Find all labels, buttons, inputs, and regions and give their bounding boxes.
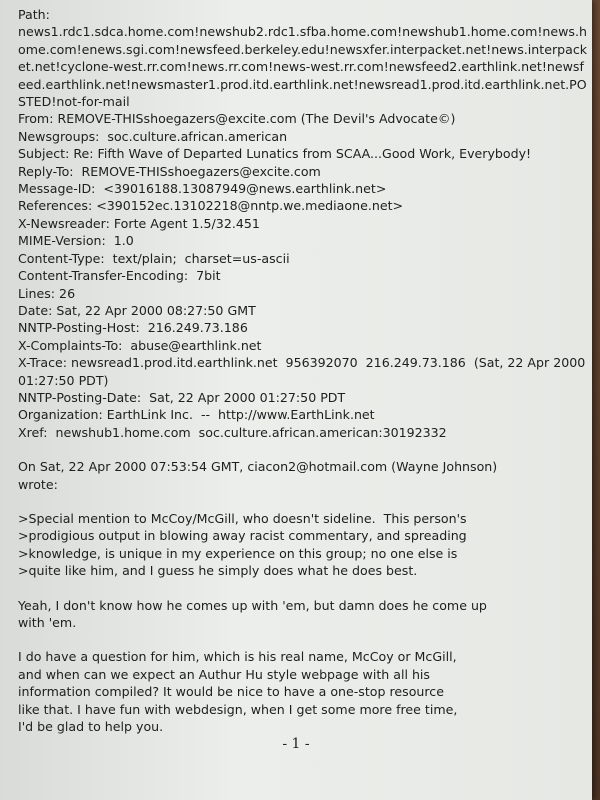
attribution-line: On Sat, 22 Apr 2000 07:53:54 GMT, ciacon2@hotmail.com (Wayne Johnson) (18, 459, 498, 475)
content-transfer-encoding-header: Content-Transfer-Encoding: 7bit (18, 268, 221, 284)
path-value: news1.rdc1.sdca.home.com!newshub2.rdc1.sfba.home.com!newshub1.home.com!news.home.com!enews.sgi.com!newsfeed.berkeley.edu!newsxfer.interpacket.net!news.interpacket.net!cyclone-west.rr.com!news.rr.com!news-west.rr.com!newsfeed2.earthlink.net!newsfeed.earthlink.net!newsmaster1.prod.itd.earthlink.net!newsread1.prod.itd.earthlink.net.POSTED!not-for-mail (18, 24, 588, 110)
attribution-line: wrote: (18, 476, 58, 492)
reply-to-header: Reply-To: REMOVE-THISshoegazers@excite.com (18, 163, 321, 179)
page-number: - 1 - (282, 736, 310, 752)
quoted-line: >Special mention to McCoy/McGill, who doesn't sideline. This person's (18, 510, 467, 526)
lines-header: Lines: 26 (18, 285, 76, 301)
reply-line: and when can we expect an Authur Hu style webpage with all his (18, 666, 430, 682)
date-header: Date: Sat, 22 Apr 2000 08:27:50 GMT (18, 302, 256, 318)
nntp-posting-date-header: NNTP-Posting-Date: Sat, 22 Apr 2000 01:27:50 PDT (18, 389, 346, 405)
from-header: From: REMOVE-THISshoegazers@excite.com (The Devil's Advocate©) (18, 111, 456, 127)
organization-header: Organization: EarthLink Inc. -- http://www.EarthLink.net (18, 407, 375, 423)
reply-line: with 'em. (18, 615, 77, 630)
reply-line: I'd be glad to help you. (18, 719, 164, 735)
x-newsreader-header: X-Newsreader: Forte Agent 1.5/32.451 (18, 215, 260, 231)
x-complaints-to-header: X-Complaints-To: abuse@earthlink.net (18, 337, 262, 353)
usenet-message (18, 6, 590, 735)
quoted-line: >quite like him, and I guess he simply does what he does best. (18, 563, 418, 579)
quoted-line: >knowledge, is unique in my experience on this group; no one else is (18, 545, 458, 561)
x-trace-continuation: 01:27:50 PDT) (18, 372, 109, 388)
reply-line: Yeah, I don't know how he comes up with 'em, but damn does he come up (18, 597, 487, 613)
subject-header: Subject: Re: Fifth Wave of Departed Lunatics from SCAA...Good Work, Everybody! (18, 146, 532, 162)
message-id-header: Message-ID: <39016188.13087949@news.earthlink.net> (18, 181, 387, 197)
blank-line (18, 493, 590, 510)
blank-line (18, 580, 590, 597)
references-header: References: <390152ec.13102218@nntp.we.mediaone.net> (18, 198, 404, 214)
xref-header: Xref: newshub1.home.com soc.culture.african.american:30192332 (18, 424, 447, 440)
quoted-line: >prodigious output in blowing away racist commentary, and spreading (18, 528, 467, 544)
x-trace-header: X-Trace: newsread1.prod.itd.earthlink.net 956392070 216.249.73.186 (Sat, 22 Apr 2000 (18, 355, 586, 371)
content-type-header: Content-Type: text/plain; charset=us-ascii (18, 250, 290, 266)
blank-line (18, 441, 590, 458)
newsgroups-header: Newsgroups: soc.culture.african.american (18, 128, 288, 144)
blank-line (18, 631, 590, 648)
reply-line: I do have a question for him, which is his real name, McCoy or McGill, (18, 649, 457, 665)
reply-line: like that. I have fun with webdesign, when I get some more free time, (18, 701, 458, 717)
reply-line: information compiled? It would be nice to have a one-stop resource (18, 684, 444, 700)
path-label: Path: (18, 7, 50, 22)
nntp-posting-host-header: NNTP-Posting-Host: 216.249.73.186 (18, 320, 248, 336)
mime-version-header: MIME-Version: 1.0 (18, 233, 134, 249)
